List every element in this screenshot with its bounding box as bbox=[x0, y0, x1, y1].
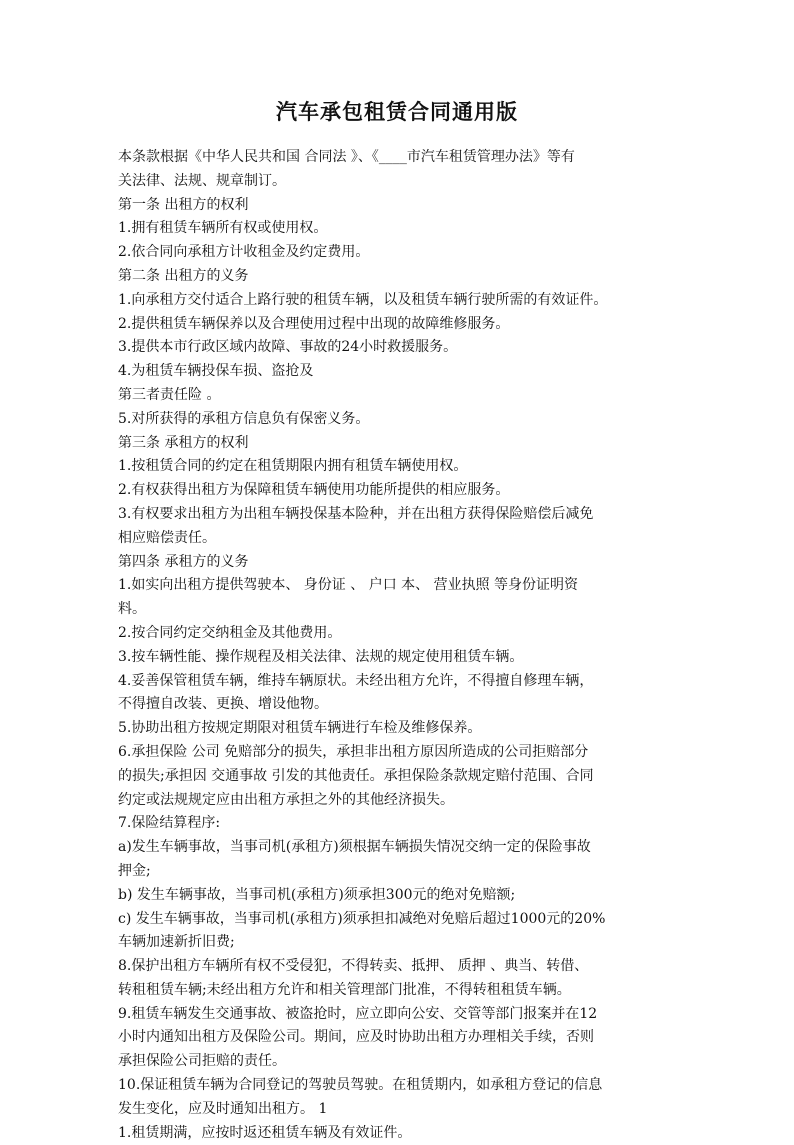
text-line: 承担保险公司拒赔的责任。 bbox=[118, 1053, 286, 1070]
text-line: 6.承担保险 公司 免赔部分的损失，承担非出租方原因所造成的公司拒赔部分 bbox=[118, 743, 589, 760]
text-line: 相应赔偿责任。 bbox=[118, 529, 216, 546]
text-line: c) 发生车辆事故，当事司机(承租方)须承担扣减绝对免赔后超过1000元的20% bbox=[118, 910, 606, 927]
document-title: 汽车承包租赁合同通用版 bbox=[276, 99, 518, 124]
text-line: 约定或法规规定应由出租方承担之外的其他经济损失。 bbox=[118, 791, 454, 808]
text-line: 4.妥善保管租赁车辆，维持车辆原状。未经出租方允许，不得擅自修理车辆， bbox=[118, 672, 594, 689]
text-line: b) 发生车辆事故，当事司机(承租方)须承担300元的绝对免赔额; bbox=[118, 886, 516, 903]
text-line: 1.租赁期满，应按时返还租赁车辆及有效证件。 bbox=[118, 1124, 412, 1141]
text-line: 的损失;承担因 交通事故 引发的其他责任。承担保险条款规定赔付范围、合同 bbox=[118, 767, 594, 784]
text-line: 1.按租赁合同的约定在租赁期限内拥有租赁车辆使用权。 bbox=[118, 458, 468, 475]
text-line: 2.依合同向承租方计收租金及约定费用。 bbox=[118, 244, 370, 261]
text-line: 2.提供租赁车辆保养以及合理使用过程中出现的故障维修服务。 bbox=[118, 315, 510, 332]
text-line: 第四条 承租方的义务 bbox=[118, 553, 249, 570]
text-line: 第一条 出租方的权利 bbox=[118, 196, 249, 213]
text-line: 小时内通知出租方及保险公司。期间，应及时协助出租方办理相关手续，否则 bbox=[118, 1029, 594, 1046]
text-line: 第三者责任险 。 bbox=[118, 386, 221, 403]
text-line: 1.如实向出租方提供驾驶本、 身份证 、 户口 本、 营业执照 等身份证明资 bbox=[118, 577, 579, 594]
text-line: 4.为租赁车辆投保车损、盗抢及 bbox=[118, 363, 314, 380]
text-line: 10.保证租赁车辆为合同登记的驾驶员驾驶。在租赁期内，如承租方登记的信息 bbox=[118, 1077, 603, 1094]
text-line: 2.按合同约定交纳租金及其他费用。 bbox=[118, 624, 342, 641]
text-line: 本条款根据《中华人民共和国 合同法 》、《____市汽车租赁管理办法》等有 bbox=[118, 149, 575, 165]
text-line: 9.租赁车辆发生交通事故、被盗抢时，应立即向公安、交管等部门报案并在12 bbox=[118, 1005, 598, 1022]
text-line: 第三条 承租方的权利 bbox=[118, 434, 249, 451]
text-line: 转租租赁车辆;未经出租方允许和相关管理部门批准，不得转租租赁车辆。 bbox=[118, 981, 571, 998]
text-line: 1.向承租方交付适合上路行驶的租赁车辆，以及租赁车辆行驶所需的有效证件。 bbox=[118, 291, 608, 308]
text-line: 第二条 出租方的义务 bbox=[118, 267, 249, 284]
text-line: 3.按车辆性能、操作规程及相关法律、法规的规定使用租赁车辆。 bbox=[118, 648, 524, 665]
text-line: 不得擅自改装、更换、增设他物。 bbox=[118, 696, 328, 713]
text-line: 3.提供本市行政区域内故障、事故的24小时救援服务。 bbox=[118, 339, 458, 356]
document-body bbox=[118, 146, 680, 1145]
text-line: 2.有权获得出租方为保障租赁车辆使用功能所提供的相应服务。 bbox=[118, 482, 510, 499]
text-line: a)发生车辆事故，当事司机(承租方)须根据车辆损失情况交纳一定的保险事故 bbox=[118, 839, 591, 856]
text-line: 关法律、法规、规章制订。 bbox=[118, 172, 286, 189]
text-line: 押金; bbox=[118, 862, 151, 879]
text-line: 1.拥有租赁车辆所有权或使用权。 bbox=[118, 220, 328, 237]
text-line: 3.有权要求出租方为出租车辆投保基本险种，并在出租方获得保险赔偿后减免 bbox=[118, 505, 594, 522]
text-line: 5.协助出租方按规定期限对租赁车辆进行车检及维修保养。 bbox=[118, 720, 482, 737]
text-line: 料。 bbox=[118, 601, 146, 618]
text-line: 5.对所获得的承租方信息负有保密义务。 bbox=[118, 410, 370, 427]
text-line: 发生变化，应及时通知出租方。 1 bbox=[118, 1100, 328, 1117]
text-line: 8.保护出租方车辆所有权不受侵犯，不得转卖、抵押、 质押 、典当、转借、 bbox=[118, 958, 589, 975]
text-line: 7.保险结算程序: bbox=[118, 815, 221, 832]
text-line: 车辆加速新折旧费; bbox=[118, 934, 235, 951]
